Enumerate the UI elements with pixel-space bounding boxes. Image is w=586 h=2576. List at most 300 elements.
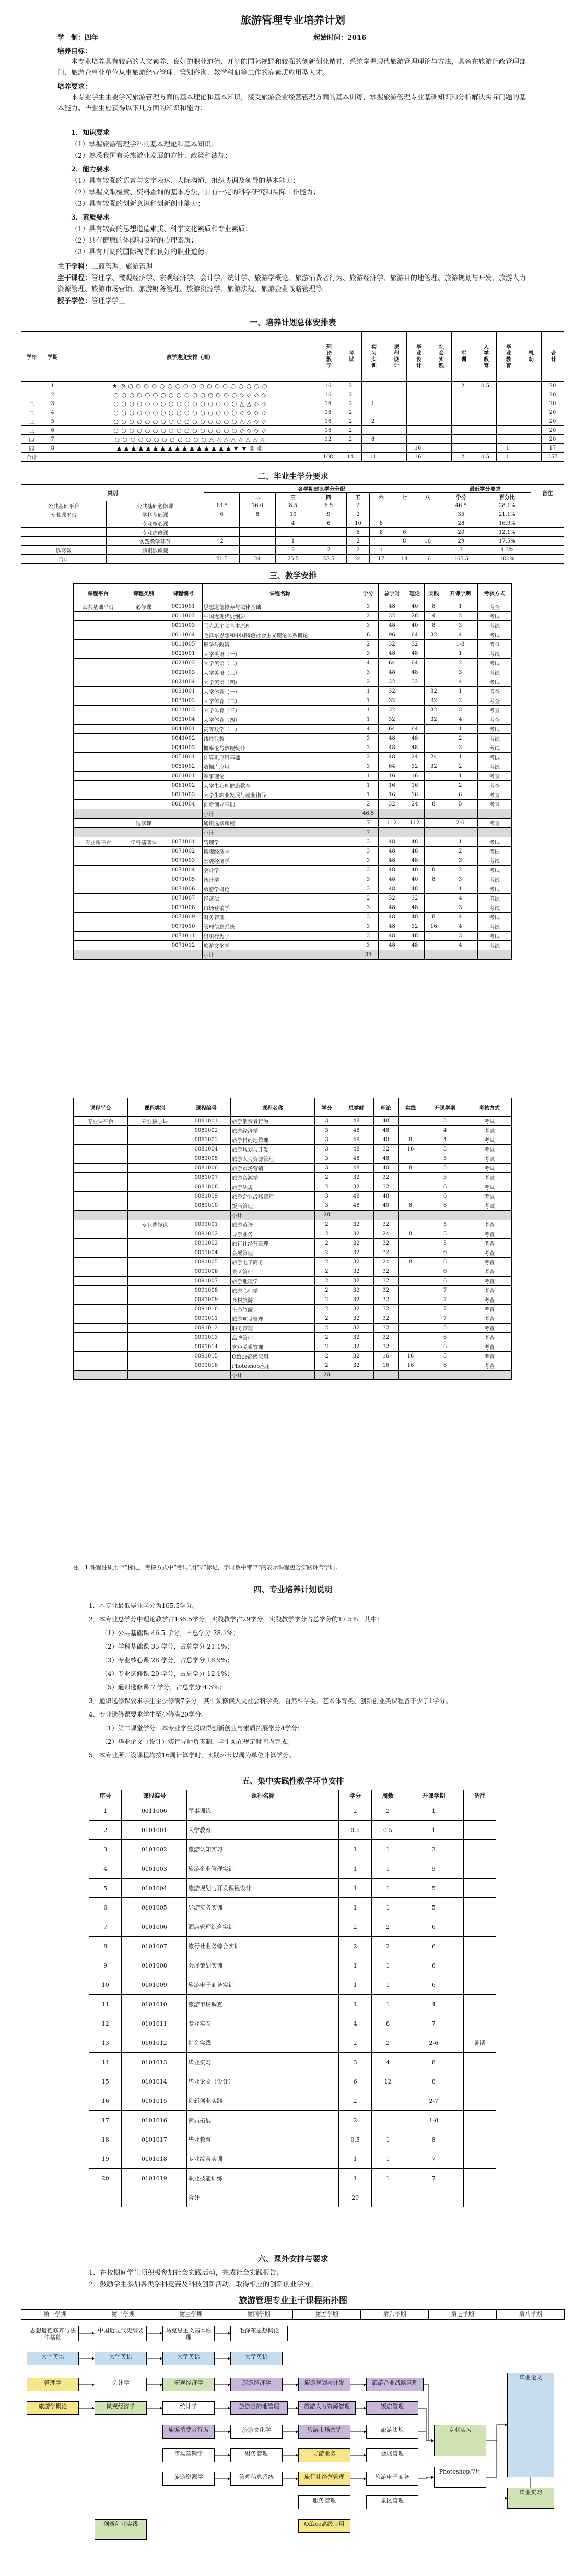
course-field: 考查 (467, 1295, 511, 1305)
credit-value (416, 510, 439, 519)
course-field: 0091002 (182, 1229, 231, 1239)
course-field: 2 (443, 612, 477, 621)
course-field: 6 (358, 630, 379, 640)
practice-field: 0101011 (122, 2014, 187, 2033)
course-field: 0091012 (182, 1324, 231, 1333)
course-name: 生态旅游 (231, 1305, 314, 1314)
course-field: 3 (443, 903, 477, 913)
schedule-value: 2 (339, 390, 362, 399)
course-row (74, 800, 512, 809)
teaching-header: 考核方式 (477, 584, 512, 602)
course-field: 8 (398, 1164, 423, 1173)
schedule-header-col: 社会实践 (429, 332, 452, 382)
course-field (165, 819, 202, 828)
course-name: 大学体育（三） (202, 706, 358, 715)
course-field (165, 809, 202, 819)
course-field: 2 (358, 640, 379, 649)
practice-field: 14 (89, 2053, 122, 2072)
schedule-value: 16 (317, 408, 339, 417)
course-field (424, 932, 443, 941)
course-field: 考查 (467, 1258, 511, 1267)
course-field (74, 847, 123, 856)
course-field (424, 950, 443, 960)
course-row (74, 932, 512, 941)
credit-value: 14 (393, 555, 416, 564)
course-field: 3 (443, 743, 477, 753)
schedule-week-marks: ○ ○ ○ ○ ○ ○ ○ ○ ○ ○ ○ ○ ○ ○ ○ ○ ◇ ◇ ◇ ◇ (63, 390, 317, 399)
course-field: 4 (443, 941, 477, 950)
course-field (74, 1333, 128, 1342)
course-field (123, 828, 165, 837)
course-field (74, 1258, 128, 1267)
course-name: 旅游规划与开发 (231, 1145, 314, 1154)
teaching-header: 总学时 (339, 1098, 373, 1117)
practice-name: 合计 (187, 2188, 339, 2207)
course-field (424, 828, 443, 837)
practice-name: 旅游规划与开发课程设计 (187, 1879, 339, 1898)
course-row (74, 781, 512, 790)
schedule-row (21, 453, 564, 462)
course-name: 大学体育（一） (202, 687, 358, 696)
credit-platform (21, 519, 107, 528)
course-field: 16 (424, 922, 443, 932)
course-field: 32 (339, 1333, 373, 1342)
credit-value: 20 (439, 528, 483, 537)
schedule-value: 16 (317, 426, 339, 435)
course-field: 48 (405, 884, 424, 894)
teaching-header: 课程名称 (202, 584, 358, 602)
schedule-value: 157 (542, 453, 564, 462)
course-field: 32 (379, 706, 405, 715)
course-field: 考查 (467, 1239, 511, 1248)
course-field: 考试 (477, 762, 512, 772)
course-field: 考试 (477, 724, 512, 734)
course-field: 64 (405, 659, 424, 668)
course-field (74, 649, 123, 659)
course-field: 0081010 (182, 1201, 231, 1211)
schedule-year: 二 (21, 399, 42, 408)
plan-note-item: （4）专业选修课 20 学分，占总学分 12.1%； (101, 1670, 233, 1677)
practice-field: 3 (404, 1840, 463, 1859)
course-field (127, 1248, 182, 1258)
credit-platform: 选修课 (21, 546, 107, 555)
course-field: 考查 (477, 819, 512, 828)
course-field (379, 828, 405, 837)
schedule-value: 16 (407, 453, 429, 462)
course-field (123, 856, 165, 866)
course-row (74, 602, 512, 612)
practice-field: 1 (404, 1801, 463, 1821)
course-row (74, 828, 512, 837)
course-row (74, 941, 512, 950)
course-field (74, 640, 123, 649)
practice-field: 2 (339, 2111, 371, 2130)
plan-note-item: （3）专业核心课 28 学分，占总学分 16.9%； (101, 1657, 233, 1664)
course-field (477, 809, 512, 819)
schedule-value (384, 399, 407, 408)
course-field: 6 (423, 1201, 467, 1211)
course-field: 0061003 (165, 790, 202, 800)
credit-remark (531, 555, 564, 564)
course-field: 0091016 (182, 1361, 231, 1371)
course-field: 0031001 (165, 687, 202, 696)
course-field (74, 856, 123, 866)
schedule-header-col: 毕业设计 (407, 332, 429, 382)
schedule-value (474, 390, 497, 399)
schedule-value (452, 417, 474, 426)
schedule-year: 一 (21, 382, 42, 390)
credit-value: 8 (393, 537, 416, 546)
course-field (405, 950, 424, 960)
course-field: 48 (339, 1145, 373, 1154)
course-field: 32 (373, 1267, 398, 1276)
practice-field: 0101014 (122, 2072, 187, 2091)
course-name: 线性代数 (202, 734, 358, 743)
course-field: 40 (405, 913, 424, 922)
credit-value (240, 528, 275, 537)
course-row (74, 1182, 512, 1192)
course-field (127, 1371, 182, 1380)
course-field (74, 1126, 128, 1135)
practice-field: 5 (404, 1879, 463, 1898)
course-row (74, 724, 512, 734)
practice-name: 旅行社业务综合实训 (187, 1937, 339, 1956)
course-field: 32 (339, 1295, 373, 1305)
practice-row (89, 2072, 496, 2091)
course-field (127, 1267, 182, 1276)
course-name: 计算机应用基础 (202, 753, 358, 762)
course-field (123, 640, 165, 649)
course-field: 0091004 (182, 1248, 231, 1258)
credit-value: 28 (439, 519, 483, 528)
course-field: 5 (423, 1229, 467, 1239)
course-field: 32 (379, 894, 405, 903)
course-field: 0011002 (165, 612, 202, 621)
requirement-text: 本专业学生主要学习旅游管理方面的基本理论和基本知识，接受旅游企业经营管理方面的基本训练，掌握旅游管理专业基础知识和分析解决实际问题的基本能力。毕业生应获得以下几方面的知识和能力： (57, 94, 526, 112)
course-row (74, 612, 512, 621)
practice-field: 0011006 (122, 1801, 187, 1821)
schedule-semester: 4 (42, 408, 63, 417)
practice-field: 3 (89, 1840, 122, 1859)
course-field (424, 894, 443, 903)
course-row (74, 1333, 512, 1342)
credit-value (204, 528, 240, 537)
course-field (424, 856, 443, 866)
course-field (424, 640, 443, 649)
course-field: 32 (424, 706, 443, 715)
practice-field: 1 (339, 1859, 371, 1879)
schedule-value (452, 390, 474, 399)
schedule-value (362, 382, 384, 390)
credit-value: 35 (439, 510, 483, 519)
course-name: 高等数学（一） (202, 724, 358, 734)
course-field (123, 903, 165, 913)
req-knowledge-b: （2）熟悉我国有关旅游业发展的方针、政策和法规； (71, 152, 232, 160)
course-field (123, 932, 165, 941)
topology-diagram (21, 2309, 565, 2561)
course-field (127, 1173, 182, 1182)
course-field (123, 677, 165, 687)
practice-field: 6 (339, 2072, 371, 2091)
course-field: 16 (405, 790, 424, 800)
course-field: 0011005 (165, 640, 202, 649)
schedule-value: 20 (542, 408, 564, 417)
course-field: 16 (405, 772, 424, 781)
course-field (398, 1192, 423, 1201)
practice-field: 1 (339, 2169, 371, 2188)
plan-note-item: 1．本专业最低毕业学分为165.5学分。 (89, 1602, 198, 1609)
course-field: 6 (423, 1361, 467, 1371)
credit-value: 10 (275, 510, 311, 519)
core-subject-heading: 主干学科： (57, 263, 92, 271)
course-field: 32 (339, 1314, 373, 1324)
credit-value: 2 (346, 501, 369, 510)
practice-field: 1 (339, 1898, 371, 1917)
course-field (123, 866, 165, 875)
credit-header-semester: 三 (275, 493, 311, 501)
schedule-value: 2 (339, 426, 362, 435)
course-field (74, 1295, 128, 1305)
practice-field: 4 (404, 1995, 463, 2014)
course-row (74, 649, 512, 659)
schedule-value (452, 444, 474, 453)
course-field: 48 (379, 743, 405, 753)
course-field: 0071002 (165, 847, 202, 856)
practice-row (89, 2188, 496, 2207)
course-field: 48 (379, 649, 405, 659)
core-course-heading: 主干课程： (57, 274, 92, 282)
practice-field: 0.5 (339, 2130, 371, 2149)
course-name: Photoshop应用 (231, 1361, 314, 1371)
course-row (74, 621, 512, 630)
topology-term: 第七学期 (429, 2310, 497, 2319)
course-field: 1 (358, 706, 379, 715)
course-field: 0091008 (182, 1286, 231, 1295)
practice-field: 0101016 (122, 2111, 187, 2130)
topology-course-box: 大学英语 (95, 2352, 147, 2365)
course-name: 乡村旅游 (231, 1295, 314, 1305)
extra-line-1: 1．在校期间学生须积极参加社会实践活动，完成社会实践报告。 (89, 2269, 284, 2277)
practice-name: 素质拓展 (187, 2111, 339, 2130)
practice-field: 1 (339, 1879, 371, 1898)
practice-field (463, 2169, 496, 2188)
course-field (74, 630, 123, 640)
course-field: 3 (443, 932, 477, 941)
teaching-header: 开课学期 (423, 1098, 467, 1117)
practice-field (463, 1995, 496, 2014)
course-field: 2 (314, 1352, 339, 1361)
topology-heading: 旅游管理专业主干课程拓扑图 (238, 2295, 347, 2305)
course-field: 32 (339, 1182, 373, 1192)
course-field: 考试 (467, 1154, 511, 1164)
course-field: 1 (443, 772, 477, 781)
course-field (123, 847, 165, 856)
course-field: 考查 (467, 1324, 511, 1333)
course-field: 32 (373, 1342, 398, 1352)
topology-course-box: 创新创业实践 (95, 2519, 147, 2540)
course-name: 导游业务 (231, 1229, 314, 1239)
schedule-value (384, 382, 407, 390)
schedule-value (407, 435, 429, 444)
course-field (74, 1371, 128, 1380)
schedule-value: 20 (542, 417, 564, 426)
course-name: 中国近现代史纲要 (202, 612, 358, 621)
course-field: 32 (405, 894, 424, 903)
course-field: 4 (443, 715, 477, 724)
course-field (74, 790, 123, 800)
credit-value (393, 510, 416, 519)
course-field: 3 (358, 668, 379, 677)
schedule-week-marks: ▲ ▲ ▲ ▲ ▲ ▲ ▲ ▲ ▲ ▲ ▲ ▲ ▲ ▲ ▲ ▲ ★ ★ ◎ ◎ (63, 444, 317, 453)
course-field (424, 790, 443, 800)
practice-field: 1 (404, 1821, 463, 1840)
practice-field (463, 1975, 496, 1995)
course-field (74, 950, 123, 960)
course-field (127, 1201, 182, 1211)
credit-header-category: 类别 (21, 485, 204, 501)
schedule-value: 0.5 (474, 382, 497, 390)
course-field: 3 (358, 837, 379, 847)
teaching-header: 课程类别 (127, 1098, 182, 1117)
topology-course-box: 饭店管理 (366, 2401, 418, 2415)
course-field: 2 (314, 1314, 339, 1324)
schedule-value (362, 444, 384, 453)
topology-course-box: 旅游法规 (366, 2425, 418, 2439)
course-name: 大学英语（四） (202, 677, 358, 687)
course-field: 0081006 (182, 1164, 231, 1173)
course-field: 48 (379, 922, 405, 932)
course-row (74, 1305, 512, 1314)
practice-row (89, 2111, 496, 2130)
course-name: 通识选修课程 (202, 819, 358, 828)
schedule-week-marks: ○ ○ ○ ○ ○ ○ ○ ○ ○ ○ ○ ○ ○ ○ ○ ○ △ △ ◇ ◇ (63, 399, 317, 408)
course-field: 2 (358, 677, 379, 687)
course-field (467, 1211, 511, 1220)
course-field: 7 (358, 828, 379, 837)
teaching-note: 注：1.课程性质用“*”标记，考核方式中“考试”用“√”标记，学时数中带“*”的表示课程包含实践环节学时。 (73, 1564, 342, 1571)
course-field (424, 903, 443, 913)
schedule-value: 14 (339, 453, 362, 462)
practice-field (463, 1840, 496, 1859)
course-field: 48 (339, 1164, 373, 1173)
credit-value: 8 (370, 528, 393, 537)
practice-field: 2 (339, 1937, 371, 1956)
req-ability: 2．能力要求 (71, 166, 110, 174)
course-field: 8 (398, 1135, 423, 1145)
topology-course-box: 毛泽东思想概论 (230, 2326, 288, 2341)
course-name: 旅游法规 (231, 1182, 314, 1192)
schedule-year: 三 (21, 417, 42, 426)
course-field (398, 1117, 423, 1126)
course-field: 0041001 (165, 724, 202, 734)
course-name: 组织行为学 (202, 932, 358, 941)
course-field: 4 (443, 630, 477, 640)
schedule-value: 20 (542, 382, 564, 390)
schedule-value: 20 (542, 426, 564, 435)
schedule-heading: 一、培养计划总体安排表 (250, 318, 336, 327)
course-field: 32 (424, 630, 443, 640)
course-field (379, 950, 405, 960)
course-row (74, 668, 512, 677)
practice-field: 0101017 (122, 2130, 187, 2149)
course-field: 4 (443, 894, 477, 903)
course-field (74, 1182, 128, 1192)
course-field (127, 1295, 182, 1305)
course-field: 0011004 (165, 630, 202, 640)
practice-header: 备注 (463, 1790, 496, 1801)
practice-row (89, 1898, 496, 1917)
practice-field: 8 (404, 2053, 463, 2072)
course-name: 大学英语（一） (202, 649, 358, 659)
course-field: 学科基础课 (123, 837, 165, 847)
practice-name: 毕业论文（设计） (187, 2072, 339, 2091)
schedule-week-marks: ○ ○ ○ ○ ○ ○ ○ ○ ○ ○ ○ ○ ○ ○ ○ ○ ◇ ◇ ◇ ◇ (63, 426, 317, 435)
course-name: 大学生心理健康教育 (202, 781, 358, 790)
practice-name: 创新创业实践 (187, 2091, 339, 2111)
course-field: 考试 (467, 1192, 511, 1201)
topology-term: 第一学期 (21, 2310, 89, 2319)
course-field: 考试 (477, 913, 512, 922)
doc-title: 旅游管理专业培养计划 (241, 14, 345, 26)
practice-row (89, 1859, 496, 1879)
practice-field: 0101005 (122, 1898, 187, 1917)
course-field: 0071010 (165, 922, 202, 932)
credit-type: 通识选修课 (106, 546, 204, 555)
practice-field: 2-7 (404, 2091, 463, 2111)
course-field: 考查 (467, 1352, 511, 1361)
practice-field: 2 (371, 2033, 404, 2053)
course-field: 0071009 (165, 913, 202, 922)
schedule-row (21, 426, 564, 435)
course-field: 0091006 (182, 1267, 231, 1276)
credit-value: 21.1% (483, 510, 531, 519)
course-field: 考试 (467, 1201, 511, 1211)
course-field: 考试 (477, 668, 512, 677)
course-row (74, 875, 512, 884)
practice-field: 0101010 (122, 1995, 187, 2014)
course-field (74, 1305, 128, 1314)
schedule-value: 1 (497, 444, 519, 453)
schedule-row (21, 408, 564, 417)
course-field: 考查 (467, 1333, 511, 1342)
course-field: 考试 (477, 743, 512, 753)
schedule-value: 1 (497, 453, 519, 462)
course-field (405, 715, 424, 724)
course-row (74, 1361, 512, 1371)
course-field: 0071003 (165, 856, 202, 866)
practice-field: 15 (89, 2072, 122, 2091)
credit-value: 17 (370, 555, 393, 564)
course-field: 5 (423, 1239, 467, 1248)
course-name: 军事理论 (202, 772, 358, 781)
practice-field: 11 (89, 1995, 122, 2014)
practice-row (89, 2033, 496, 2053)
course-field: 0091003 (182, 1239, 231, 1248)
course-name: 旅游项目管理 (231, 1314, 314, 1324)
course-row (74, 1267, 512, 1276)
course-row (74, 856, 512, 866)
course-field (123, 715, 165, 724)
course-name: 旅游电子商务 (231, 1258, 314, 1267)
practice-field (371, 2188, 404, 2207)
practice-field: 8 (404, 2130, 463, 2149)
course-field: 2 (443, 866, 477, 875)
course-field: 3 (358, 941, 379, 950)
topology-course-box: 旅游企业战略管理 (366, 2378, 424, 2391)
course-row (74, 922, 512, 932)
credit-type: 实践教学环节 (106, 537, 204, 546)
course-field: 0061004 (165, 800, 202, 809)
